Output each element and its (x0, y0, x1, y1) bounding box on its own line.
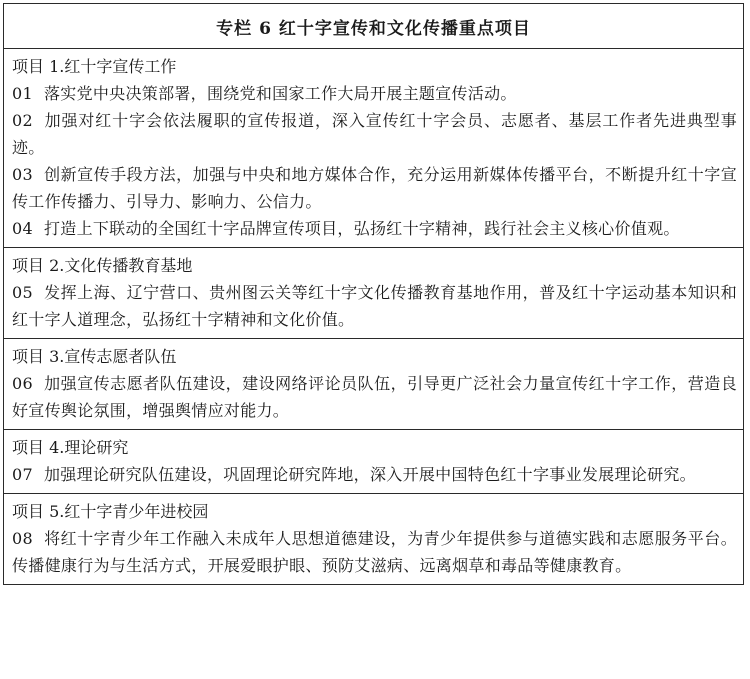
project-item (12, 161, 737, 215)
item-number: 05 (12, 283, 33, 302)
item-text: 将红十字青少年工作融入未成年人思想道德建设，为青少年提供参与道德实践和志愿服务平台。传播健康行为与生活方式，开展爱眼护眼、预防艾滋病、远离烟草和毒品等健康教育。 (12, 529, 737, 575)
section-heading: 项目 2.文化传播教育基地 (12, 256, 193, 275)
item-number: 03 (12, 165, 33, 184)
item-number: 08 (12, 529, 33, 548)
section-heading: 项目 3.宣传志愿者队伍 (12, 347, 177, 366)
project-item (12, 80, 737, 107)
project-section (4, 49, 743, 248)
item-number: 01 (12, 84, 33, 103)
sections-container (4, 49, 743, 584)
project-table (3, 3, 744, 585)
item-text: 加强宣传志愿者队伍建设，建设网络评论员队伍，引导更广泛社会力量宣传红十字工作，营造良好宣传舆论氛围，增强舆情应对能力。 (12, 374, 737, 420)
section-heading: 项目 5.红十字青少年进校园 (12, 502, 209, 521)
project-item (12, 370, 737, 424)
project-section (4, 494, 743, 584)
item-text: 加强理论研究队伍建设，巩固理论研究阵地，深入开展中国特色红十字事业发展理论研究。 (43, 465, 696, 484)
project-item (12, 461, 737, 488)
item-text: 发挥上海、辽宁营口、贵州图云关等红十字文化传播教育基地作用，普及红十字运动基本知识和红十字人道理念，弘扬红十字精神和文化价值。 (12, 283, 737, 329)
item-number: 04 (12, 219, 33, 238)
section-heading: 项目 4.理论研究 (12, 438, 129, 457)
section-heading: 项目 1.红十字宣传工作 (12, 57, 177, 76)
table-title: 专栏 6 红十字宣传和文化传播重点项目 (4, 4, 743, 49)
item-text: 创新宣传手段方法，加强与中央和地方媒体合作，充分运用新媒体传播平台，不断提升红十字宣传工作传播力、引导力、影响力、公信力。 (12, 165, 737, 211)
project-item (12, 215, 737, 242)
item-number: 07 (12, 465, 33, 484)
item-number: 06 (12, 374, 33, 393)
item-text: 加强对红十字会依法履职的宣传报道，深入宣传红十字会员、志愿者、基层工作者先进典型事迹。 (12, 111, 737, 157)
project-item (12, 279, 737, 333)
item-number: 02 (12, 111, 33, 130)
project-section (4, 430, 743, 494)
item-text: 落实党中央决策部署，围绕党和国家工作大局开展主题宣传活动。 (43, 84, 517, 103)
project-item (12, 107, 737, 161)
item-text: 打造上下联动的全国红十字品牌宣传项目，弘扬红十字精神，践行社会主义核心价值观。 (43, 219, 680, 238)
project-section (4, 248, 743, 339)
project-item (12, 525, 737, 579)
project-section (4, 339, 743, 430)
